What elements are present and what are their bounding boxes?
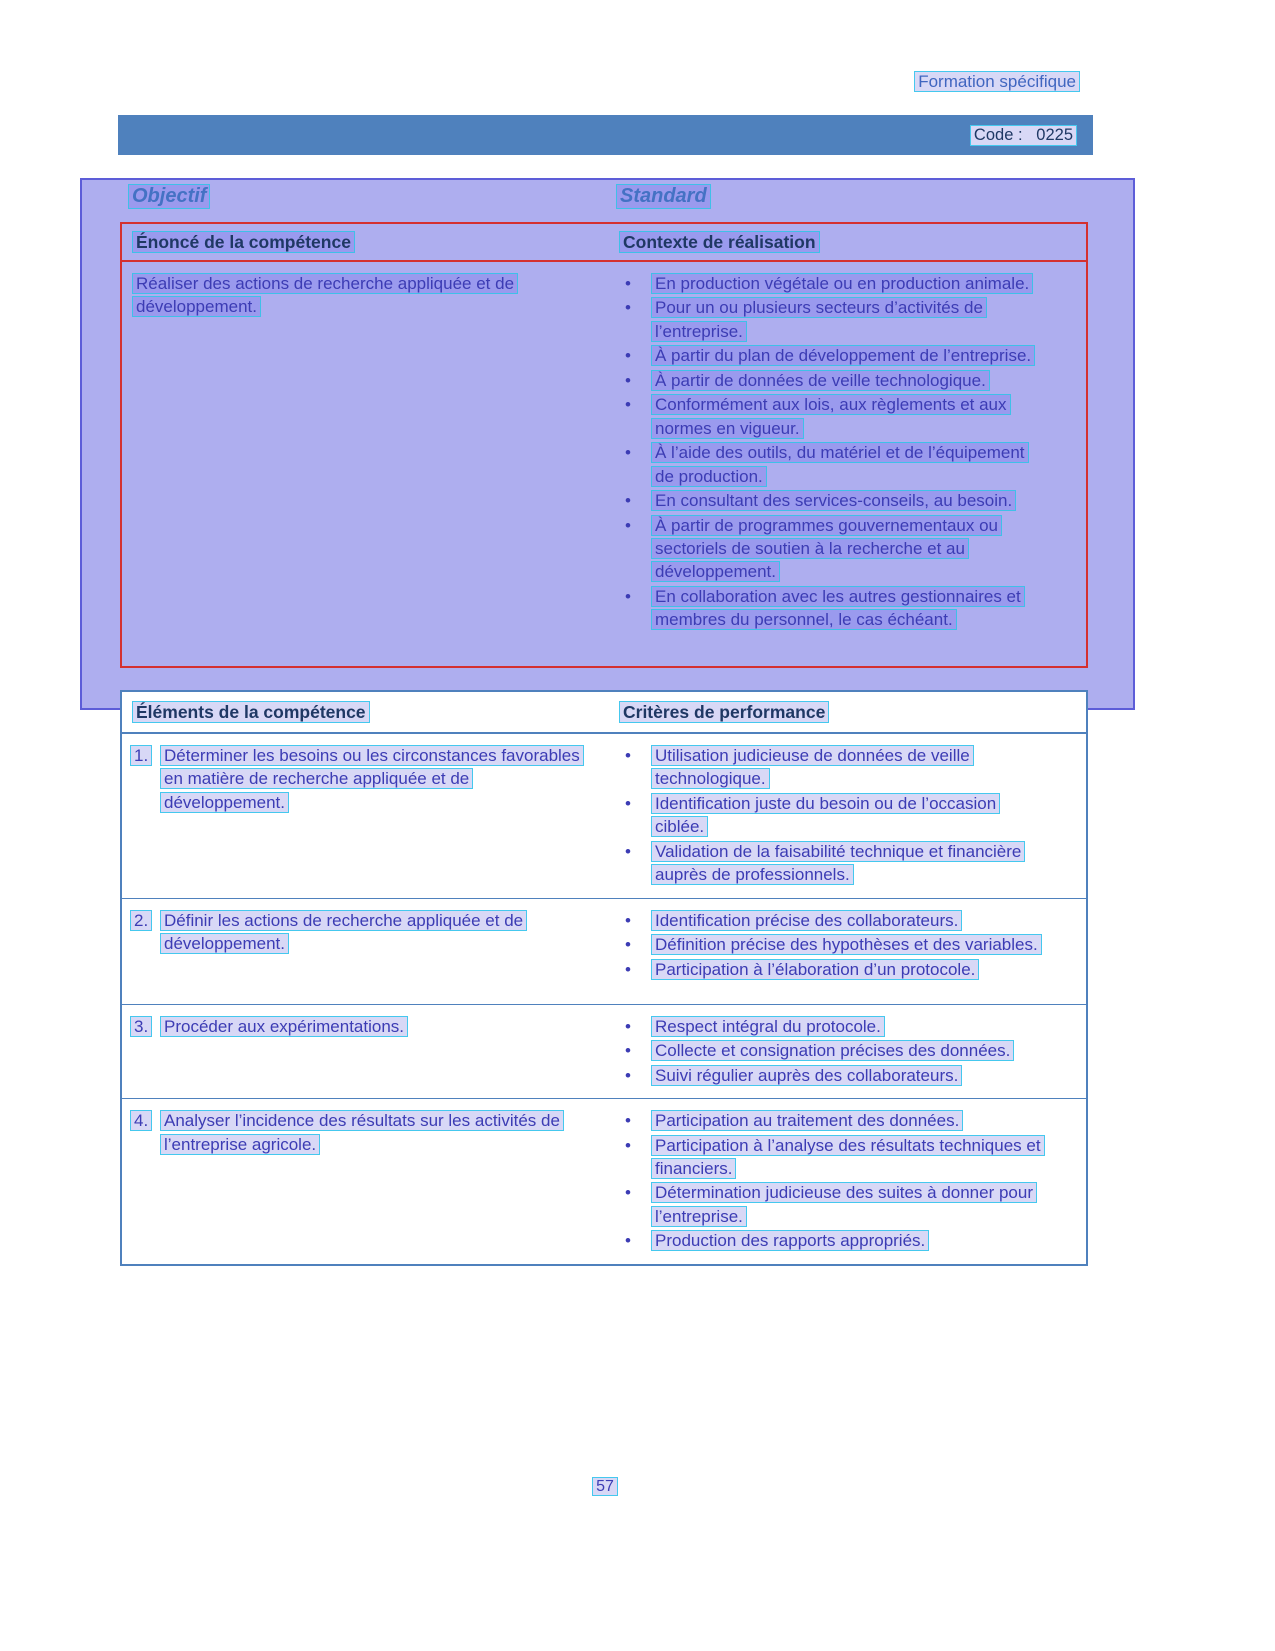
contexte-item-text: Conformément aux lois, aux règlements et aux normes en vigueur. [651,394,1011,438]
contexte-item-text: À partir du plan de développement de l’entreprise. [651,345,1035,366]
table-row [122,1098,1086,1264]
competence-cell [122,272,609,633]
element-text: Définir les actions de recherche appliquée et de développement. [160,910,527,954]
section-label-text: Formation spécifique [914,71,1080,92]
criteria-list [619,1109,1086,1253]
element-text: Procéder aux expérimentations. [160,1016,408,1037]
row-number: 3. [130,1015,160,1038]
header-cell-criteres [609,702,1086,723]
bullet-icon: • [625,1231,631,1251]
table-row [122,734,1086,898]
list-item [619,441,1086,488]
list-item [619,489,1086,512]
criteria-text: Détermination judicieuse des suites à donner pour l’entreprise. [651,1182,1037,1226]
bullet-icon: • [625,395,631,415]
criteria-text: Participation au traitement des données. [651,1110,963,1131]
page-number [0,1478,1210,1496]
elements-table-header [122,692,1086,734]
criteria-text: Production des rapports appropriés. [651,1230,929,1251]
criteria-text: Participation à l’analyse des résultats techniques et financiers. [651,1135,1045,1179]
header-cell-elements [122,702,609,723]
header-criteres-text: Critères de performance [619,701,829,723]
criteria-list [619,909,1086,981]
table-row [122,1004,1086,1098]
criteria-text: Identification précise des collaborateurs. [651,910,962,931]
bullet-icon: • [625,491,631,511]
header-elements-text: Éléments de la compétence [132,701,370,723]
criteria-list [619,1015,1086,1087]
header-cell-contexte [609,232,1086,253]
page-number-text: 57 [592,1477,618,1496]
list-item [619,909,1086,932]
list-item [619,369,1086,392]
code-label: Code : 0225 [970,125,1077,146]
element-text: Analyser l’incidence des résultats sur les activités de l’entreprise agricole. [160,1110,564,1154]
bullet-icon: • [625,370,631,390]
header-contexte-text: Contexte de réalisation [619,231,820,253]
bullet-icon: • [625,274,631,293]
bullet-icon: • [625,1111,631,1131]
list-item [619,1039,1086,1062]
bullet-icon: • [625,346,631,366]
list-item [619,344,1086,367]
bullet-icon: • [625,935,631,955]
row-number: 4. [130,1109,160,1156]
bullet-icon: • [625,1016,631,1036]
bullet-icon: • [625,1135,631,1155]
element-cell [122,1015,609,1088]
criteria-cell [609,1109,1086,1254]
row-number: 2. [130,909,160,956]
criteria-cell [609,744,1086,888]
list-item [619,272,1086,295]
criteria-text: Suivi régulier auprès des collaborateurs. [651,1065,962,1086]
code-bar [118,115,1093,155]
criteria-cell [609,909,1086,994]
criteria-list [619,744,1086,887]
list-item [619,1109,1086,1132]
standard-heading: Standard [616,184,711,209]
contexte-item-text: À partir de données de veille technologique. [651,370,990,391]
bullet-icon: • [625,515,631,535]
row-number: 1. [130,744,160,814]
bullet-icon: • [625,793,631,813]
list-item [619,1064,1086,1087]
competence-table [120,222,1088,668]
criteria-text: Validation de la faisabilité technique et financière auprès de professionnels. [651,841,1025,885]
contexte-item-text: En collaboration avec les autres gestionnaires et membres du personnel, le cas échéant. [651,586,1025,630]
list-item [619,585,1086,632]
contexte-item-text: À partir de programmes gouvernementaux ou sectoriels de soutien à la recherche et au développement. [651,515,1002,583]
contexte-list [619,272,1086,632]
objectif-standard-panel [80,178,1135,710]
elements-table [120,690,1088,1266]
criteria-text: Collecte et consignation précises des données. [651,1040,1014,1061]
table-row [122,898,1086,1004]
contexte-item-text: En consultant des services-conseils, au besoin. [651,490,1016,511]
contexte-item-text: Pour un ou plusieurs secteurs d’activités de l’entreprise. [651,297,987,341]
bullet-icon: • [625,746,631,765]
contexte-item-text: En production végétale ou en production animale. [651,273,1033,294]
section-label [914,72,1080,92]
contexte-item-text: À l’aide des outils, du matériel et de l’équipement de production. [651,442,1029,486]
contexte-cell [609,272,1086,633]
competence-statement: Réaliser des actions de recherche appliquée et de développement. [132,273,518,317]
criteria-cell [609,1015,1086,1088]
bullet-icon: • [625,841,631,861]
header-enonce-text: Énoncé de la compétence [132,231,355,253]
list-item [619,933,1086,956]
criteria-text: Utilisation judicieuse de données de veille technologique. [651,745,974,789]
list-item [619,1229,1086,1252]
bullet-icon: • [625,959,631,979]
list-item [619,514,1086,584]
list-item [619,1181,1086,1228]
criteria-text: Identification juste du besoin ou de l’occasion ciblée. [651,793,1000,837]
criteria-text: Respect intégral du protocole. [651,1016,885,1037]
list-item [619,840,1086,887]
header-cell-enonce [122,232,609,253]
list-item [619,744,1086,791]
list-item [619,958,1086,981]
criteria-text: Participation à l’élaboration d’un protocole. [651,959,979,980]
list-item [619,1015,1086,1038]
element-cell [122,909,609,994]
list-item [619,1134,1086,1181]
element-text: Déterminer les besoins ou les circonstances favorables en matière de recherche appliquée et de développement. [160,745,584,813]
element-cell [122,744,609,888]
bullet-icon: • [625,298,631,318]
bullet-icon: • [625,1065,631,1085]
competence-table-header [122,224,1086,262]
bullet-icon: • [625,1183,631,1203]
element-cell [122,1109,609,1254]
list-item [619,792,1086,839]
list-item [619,296,1086,343]
bullet-icon: • [625,1041,631,1061]
competence-table-body [122,262,1086,633]
bullet-icon: • [625,910,631,930]
bullet-icon: • [625,443,631,463]
objectif-heading: Objectif [128,184,210,209]
list-item [619,393,1086,440]
bullet-icon: • [625,586,631,606]
criteria-text: Définition précise des hypothèses et des variables. [651,934,1042,955]
